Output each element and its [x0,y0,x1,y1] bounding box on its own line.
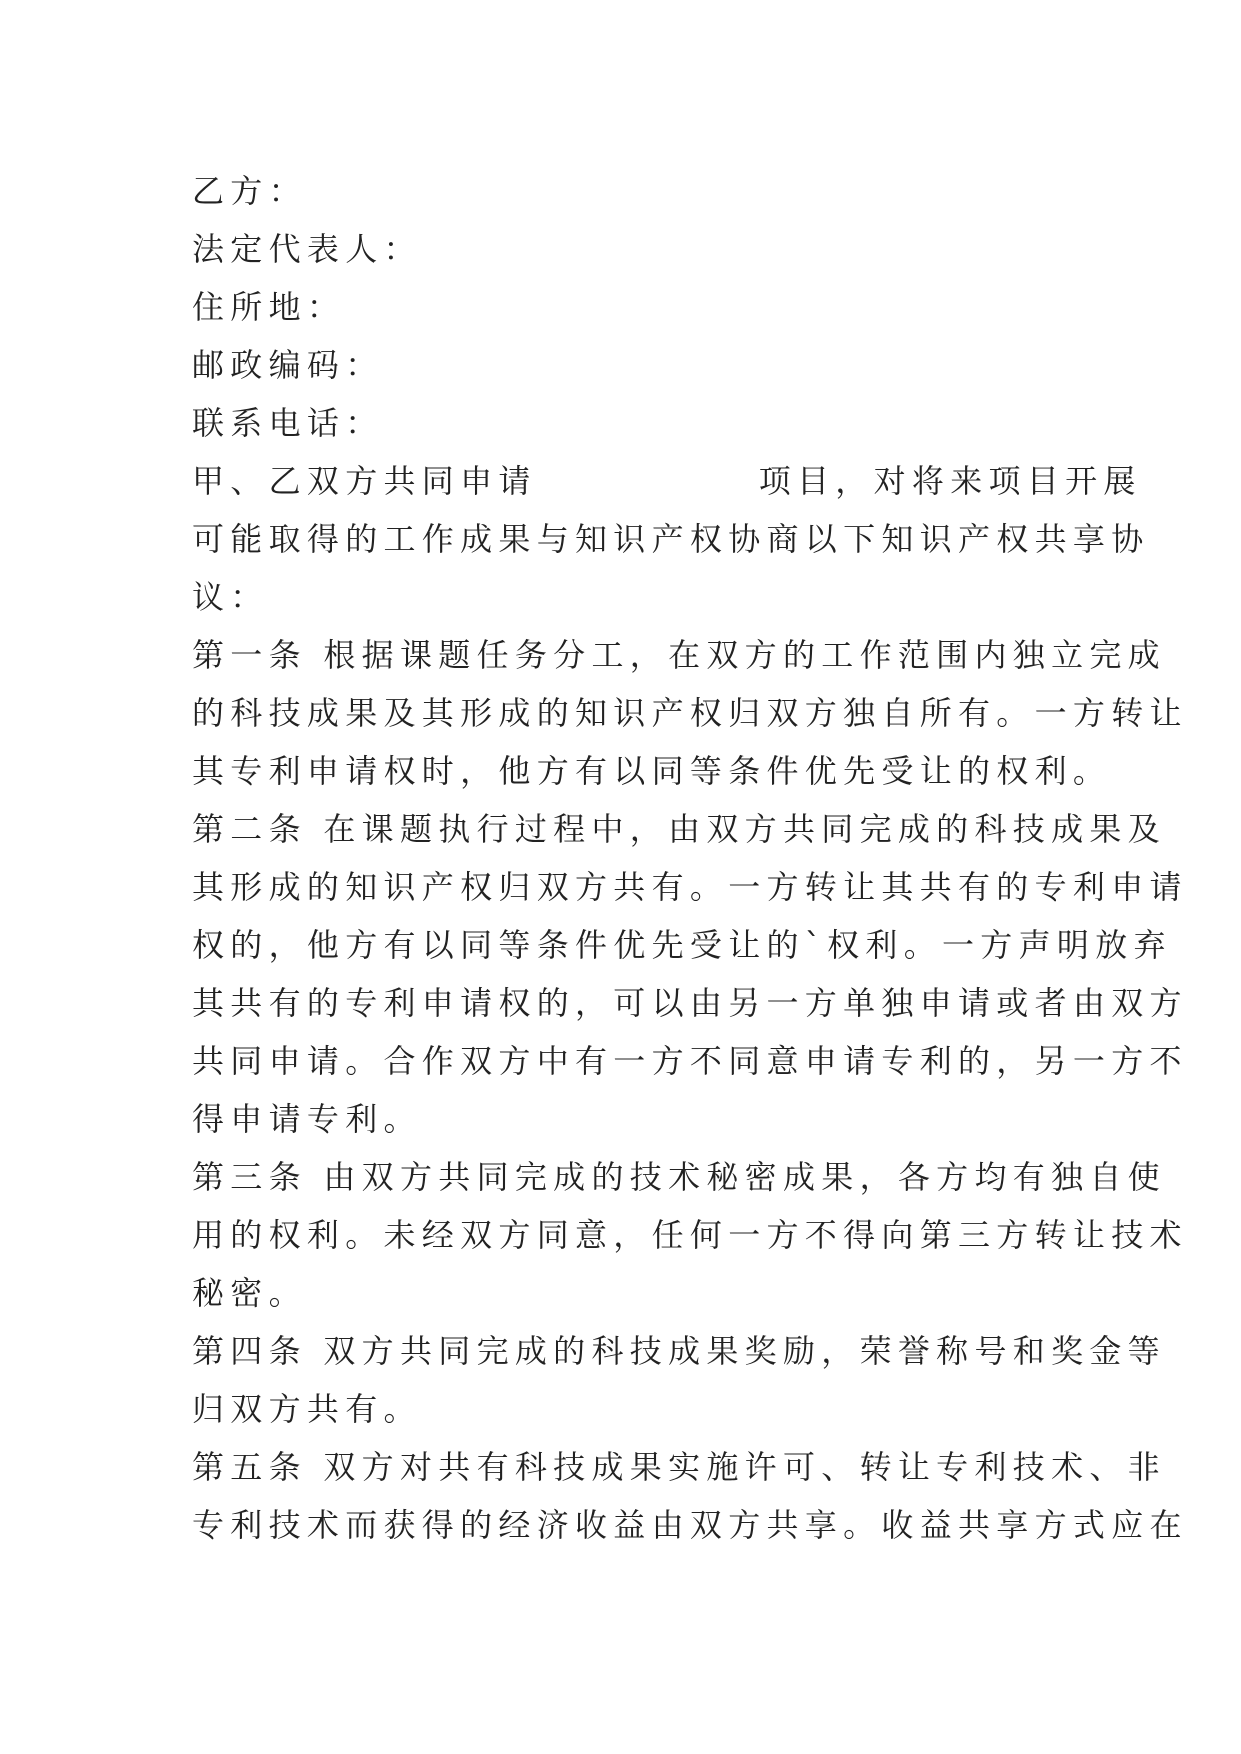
article-3-line: 秘密。 [192,1274,307,1312]
article-1-line: 其专利申请权时，他方有以同等条件优先受让的权利。 [192,752,1112,790]
article-3-line: 第三条 由双方共同完成的技术秘密成果，各方均有独自使 [192,1158,1166,1196]
article-1-line: 的科技成果及其形成的知识产权归双方独自所有。一方转让 [192,694,1188,732]
article-1-line: 第一条 根据课题任务分工，在双方的工作范围内独立完成 [192,636,1166,674]
intro-line-3: 议： [192,578,269,616]
intro-line-1-end: 项目，对将来项目开展 [758,462,1142,500]
article-3-line: 用的权利。未经双方同意，任何一方不得向第三方转让技术 [192,1216,1188,1254]
article-2-line: 得申请专利。 [192,1100,422,1138]
phone-label: 联系电话： [192,404,384,442]
article-5-line: 第五条 双方对共有科技成果实施许可、转让专利技术、非 [192,1448,1166,1486]
address-label: 住所地： [192,288,346,326]
legal-representative-label: 法定代表人： [192,230,422,268]
article-2-line: 权的，他方有以同等条件优先受让的`权利。一方声明放弃 [192,926,1172,964]
article-4-line: 第四条 双方共同完成的科技成果奖励，荣誉称号和奖金等 [192,1332,1166,1370]
party-b-label: 乙方： [192,172,307,210]
intro-line-1 [192,452,1142,510]
postal-code-label: 邮政编码： [192,346,384,384]
intro-line-1-start: 甲、乙双方共同申请 [192,462,537,500]
article-5-line: 专利技术而获得的经济收益由双方共享。收益共享方式应在 [192,1506,1188,1544]
article-4-line: 归双方共有。 [192,1390,422,1428]
document-body [192,162,1188,1554]
article-2-line: 其形成的知识产权归双方共有。一方转让其共有的专利申请 [192,868,1188,906]
article-2-line: 共同申请。合作双方中有一方不同意申请专利的，另一方不 [192,1042,1188,1080]
article-2-line: 第二条 在课题执行过程中，由双方共同完成的科技成果及 [192,810,1166,848]
article-2-line: 其共有的专利申请权的，可以由另一方单独申请或者由双方 [192,984,1188,1022]
intro-line-2: 可能取得的工作成果与知识产权协商以下知识产权共享协 [192,520,1150,558]
